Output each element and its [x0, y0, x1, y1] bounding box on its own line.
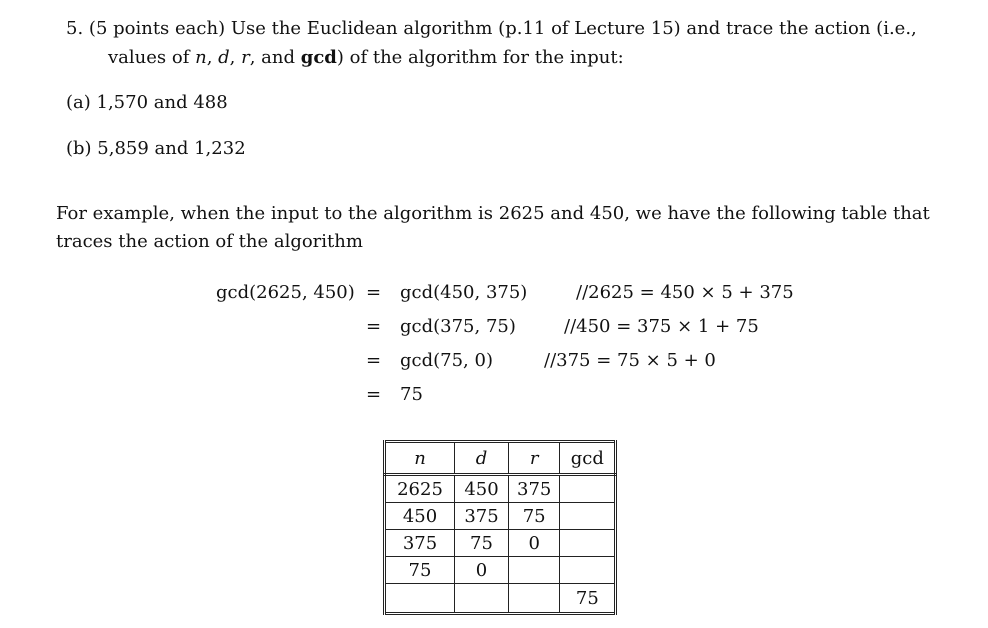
header-d: d — [455, 442, 509, 475]
table-cell: 0 — [509, 530, 560, 557]
derivation-eq: = — [366, 282, 382, 303]
table-cell: 75 — [455, 530, 509, 557]
table-cell — [455, 584, 509, 614]
derivation-comment: //450 = 375 × 1 + 75 — [564, 316, 759, 337]
table-cell: 2625 — [385, 475, 455, 503]
table-row — [385, 584, 616, 614]
part-b: (b) 5,859 and 1,232 — [66, 138, 246, 159]
gcd-bold: gcd — [300, 47, 337, 68]
problem-line-1 — [66, 18, 917, 39]
derivation-lhs: gcd(2625, 450) — [216, 282, 355, 303]
var-n: n — [195, 47, 207, 68]
table-cell: 0 — [455, 557, 509, 584]
header-n: n — [385, 442, 455, 475]
var-d: d — [218, 47, 230, 68]
derivation-eq: = — [366, 384, 382, 405]
example-line-1: For example, when the input to the algorithm is 2625 and 450, we have the following table that — [56, 203, 930, 224]
problem-text: , and — [249, 47, 301, 68]
part-a: (a) 1,570 and 488 — [66, 92, 228, 113]
var-r: r — [241, 47, 250, 68]
derivation-eq: = — [366, 350, 382, 371]
derivation-rhs: gcd(375, 75) — [400, 316, 516, 337]
derivation-eq: = — [366, 316, 382, 337]
trace-table — [383, 440, 617, 615]
table-row — [385, 475, 616, 503]
table-cell: 375 — [509, 475, 560, 503]
problem-intro: (5 points each) Use the Euclidean algorithm (p.11 of Lecture 15) and trace the action (i.e., — [88, 18, 917, 39]
table-row — [385, 530, 616, 557]
separator: , — [229, 47, 242, 68]
table-cell: 375 — [455, 503, 509, 530]
derivation-rhs: gcd(450, 375) — [400, 282, 528, 303]
table-row — [385, 503, 616, 530]
table-cell — [509, 557, 560, 584]
problem-text: ) of the algorithm for the input: — [336, 47, 624, 68]
table-cell: 75 — [385, 557, 455, 584]
table-cell — [509, 584, 560, 614]
table-cell: 450 — [455, 475, 509, 503]
example-line-2: traces the action of the algorithm — [56, 231, 363, 252]
table-cell — [560, 557, 616, 584]
table-cell — [560, 475, 616, 503]
table-header-row — [385, 442, 616, 475]
problem-number: 5. — [66, 18, 84, 39]
header-r: r — [509, 442, 560, 475]
problem-line-2 — [108, 47, 624, 68]
table-cell: 375 — [385, 530, 455, 557]
table-cell — [560, 503, 616, 530]
separator: , — [206, 47, 219, 68]
table-cell — [560, 530, 616, 557]
problem-text: values of — [108, 47, 196, 68]
table-cell: 75 — [509, 503, 560, 530]
derivation-comment: //375 = 75 × 5 + 0 — [544, 350, 716, 371]
table-row — [385, 557, 616, 584]
header-gcd: gcd — [560, 442, 616, 475]
table-cell — [385, 584, 455, 614]
derivation-rhs: gcd(75, 0) — [400, 350, 493, 371]
table-cell: 450 — [385, 503, 455, 530]
derivation-rhs: 75 — [400, 384, 423, 405]
table-cell: 75 — [560, 584, 616, 614]
derivation-comment: //2625 = 450 × 5 + 375 — [576, 282, 794, 303]
